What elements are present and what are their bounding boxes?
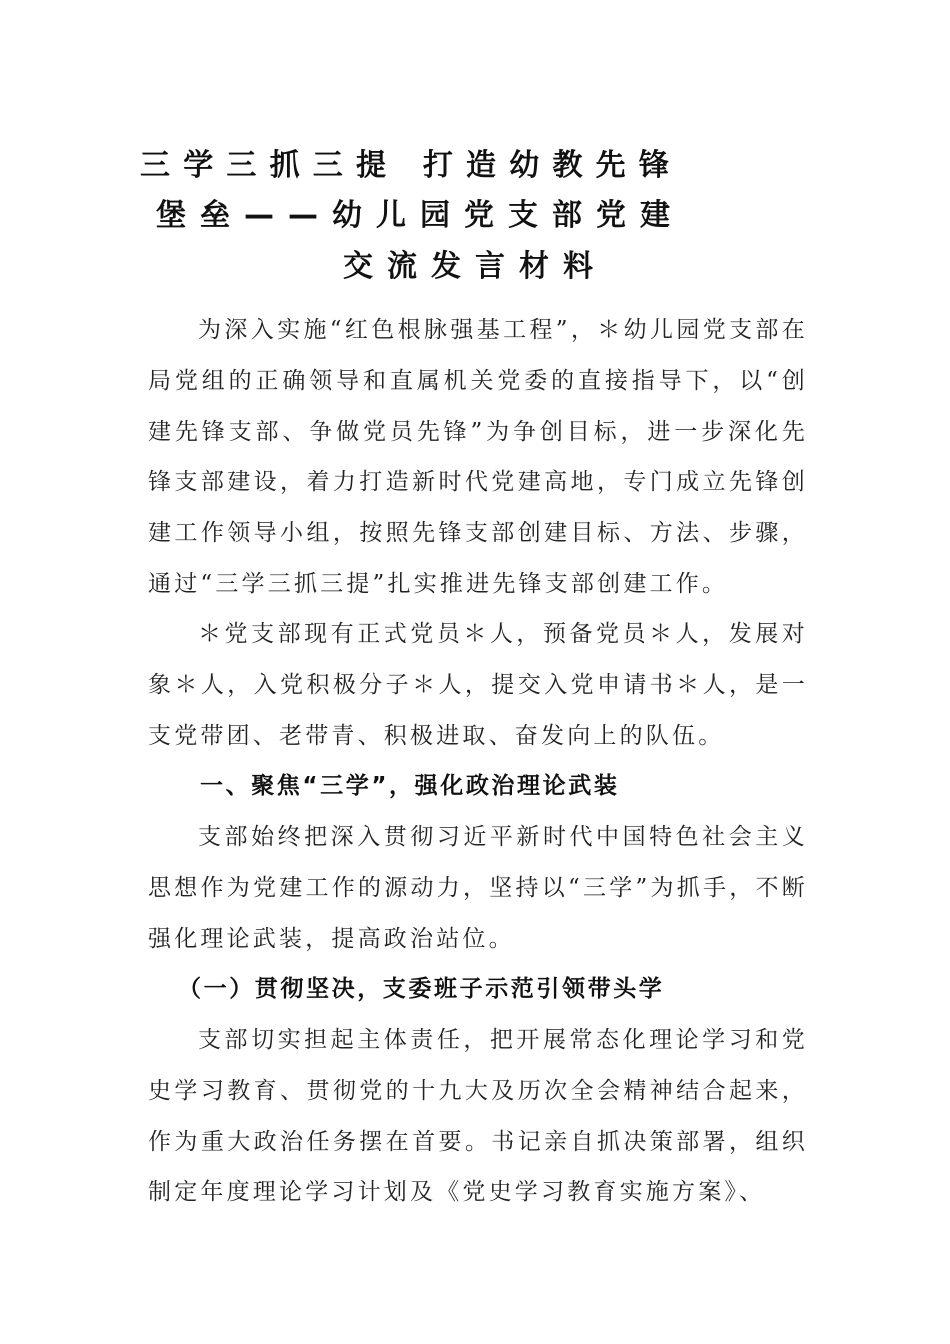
section-1-paragraph: 支部始终把深入贯彻习近平新时代中国特色社会主义思想作为党建工作的源动力，坚持以“三学”为抓手，不断强化理论武装，提高政治站位。 xyxy=(148,824,808,952)
section-heading-1: 一、聚焦“三学”，强化政治理论武装 xyxy=(200,773,620,799)
subsection-heading-1: （一）贯彻坚决，支委班子示范引领带头学 xyxy=(178,976,665,1002)
document-title-line-2: 堡垒——幼儿园党支部党建 xyxy=(156,198,684,233)
document-title-line-1: 三学三抓三提 打造幼教先锋 xyxy=(140,148,683,183)
members-paragraph: ＊党支部现有正式党员＊人，预备党员＊人，发展对象＊人，入党积极分子＊人，提交入党申请书＊人，是一支党带团、老带青、积极进取、奋发向上的队伍。 xyxy=(148,621,808,749)
document-title-line-3: 交流发言材料 xyxy=(343,249,607,284)
intro-paragraph: 为深入实施“红色根脉强基工程”，＊幼儿园党支部在局党组的正确领导和直属机关党委的直接指导下，以“创建先锋支部、争做党员先锋”为争创目标，进一步深化先锋支部建设，着力打造新时代党建高地，专门成立先锋创建工作领导小组，按照先锋支部创建目标、方法、步骤，通过“三学三抓三提”扎实推进先锋支部创建工作。 xyxy=(148,317,808,597)
subsection-1-paragraph: 支部切实担起主体责任，把开展常态化理论学习和党史学习教育、贯彻党的十九大及历次全会精神结合起来，作为重大政治任务摆在首要。书记亲自抓决策部署，组织制定年度理论学习计划及《党史学习教育实施方案》、 xyxy=(148,1027,808,1206)
